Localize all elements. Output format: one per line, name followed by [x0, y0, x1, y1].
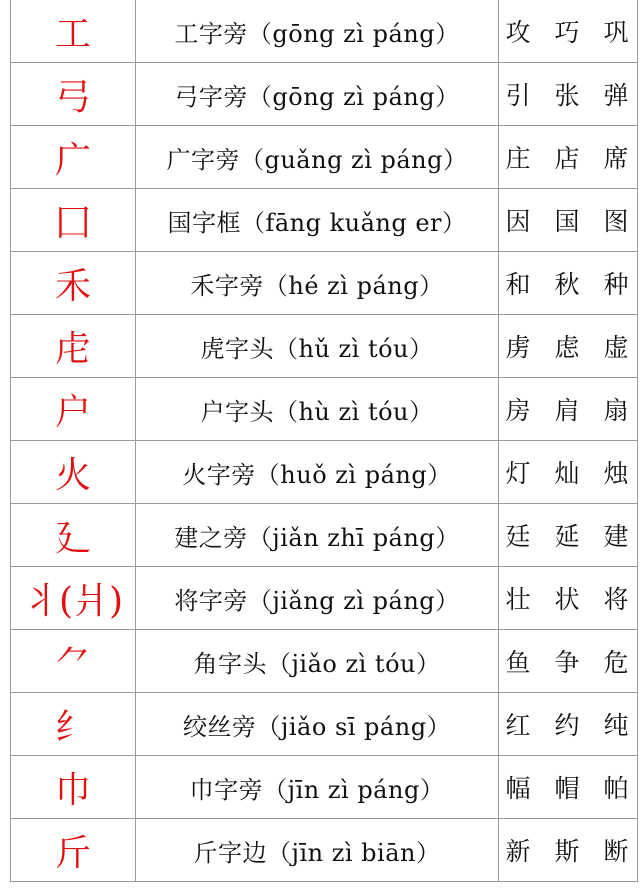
example-characters-cell: 壮 状 将 [499, 567, 638, 630]
radical-cell: 广 [11, 126, 136, 189]
radical-name-cell: 角字头（jiǎo zì tóu） [136, 630, 499, 693]
radical-cell: 巾 [11, 756, 136, 819]
radical-cell: 廴 [11, 504, 136, 567]
radical-table [10, 0, 638, 882]
table-row [11, 378, 638, 441]
example-characters-cell: 攻 巧 巩 [499, 0, 638, 63]
example-characters-cell: 引 张 弹 [499, 63, 638, 126]
radical-name-cell: 弓字旁（gōng zì páng） [136, 63, 499, 126]
table-row [11, 693, 638, 756]
radical-name-cell: 户字头（hù zì tóu） [136, 378, 499, 441]
radical-cell: 火 [11, 441, 136, 504]
table-row [11, 63, 638, 126]
radical-cell: 纟 [11, 693, 136, 756]
radical-name-cell: 国字框（fāng kuǎng er） [136, 189, 499, 252]
radical-cell: 禾 [11, 252, 136, 315]
table-row [11, 504, 638, 567]
radical-name-cell: 将字旁（jiǎng zì páng） [136, 567, 499, 630]
radical-name-cell: 绞丝旁（jiǎo sī páng） [136, 693, 499, 756]
example-characters-cell: 新 斯 断 [499, 819, 638, 882]
radical-cell: 囗 [11, 189, 136, 252]
table-row [11, 0, 638, 63]
radical-name-cell: 火字旁（huǒ zì páng） [136, 441, 499, 504]
radical-cell: 户 [11, 378, 136, 441]
radical-name-cell: 虎字头（hǔ zì tóu） [136, 315, 499, 378]
table-row [11, 567, 638, 630]
table-row [11, 756, 638, 819]
radical-name-cell: 巾字旁（jīn zì páng） [136, 756, 499, 819]
table-row [11, 126, 638, 189]
radical-cell: 工 [11, 0, 136, 63]
radical-cell: 弓 [11, 63, 136, 126]
radical-name-cell: 广字旁（guǎng zì páng） [136, 126, 499, 189]
example-characters-cell: 廷 延 建 [499, 504, 638, 567]
example-characters-cell: 红 约 纯 [499, 693, 638, 756]
example-characters-cell: 因 国 图 [499, 189, 638, 252]
radical-cell: 斤 [11, 819, 136, 882]
example-characters-cell: 幅 帽 帕 [499, 756, 638, 819]
radical-name-cell: 工字旁（gōng zì páng） [136, 0, 499, 63]
radical-cell: 虍 [11, 315, 136, 378]
radical-cell: ⺈ [11, 630, 136, 693]
radical-name-cell: 禾字旁（hé zì páng） [136, 252, 499, 315]
radical-cell: 丬(爿) [11, 567, 136, 630]
example-characters-cell: 鱼 争 危 [499, 630, 638, 693]
radical-name-cell: 斤字边（jīn zì biān） [136, 819, 499, 882]
table-row [11, 252, 638, 315]
table-row [11, 315, 638, 378]
table-row [11, 819, 638, 882]
table-row [11, 441, 638, 504]
example-characters-cell: 庄 店 席 [499, 126, 638, 189]
radical-table-body [11, 0, 638, 882]
example-characters-cell: 灯 灿 烛 [499, 441, 638, 504]
example-characters-cell: 和 秋 种 [499, 252, 638, 315]
table-row [11, 189, 638, 252]
radical-name-cell: 建之旁（jiǎn zhī páng） [136, 504, 499, 567]
example-characters-cell: 房 肩 扇 [499, 378, 638, 441]
example-characters-cell: 虏 虑 虚 [499, 315, 638, 378]
table-row [11, 630, 638, 693]
